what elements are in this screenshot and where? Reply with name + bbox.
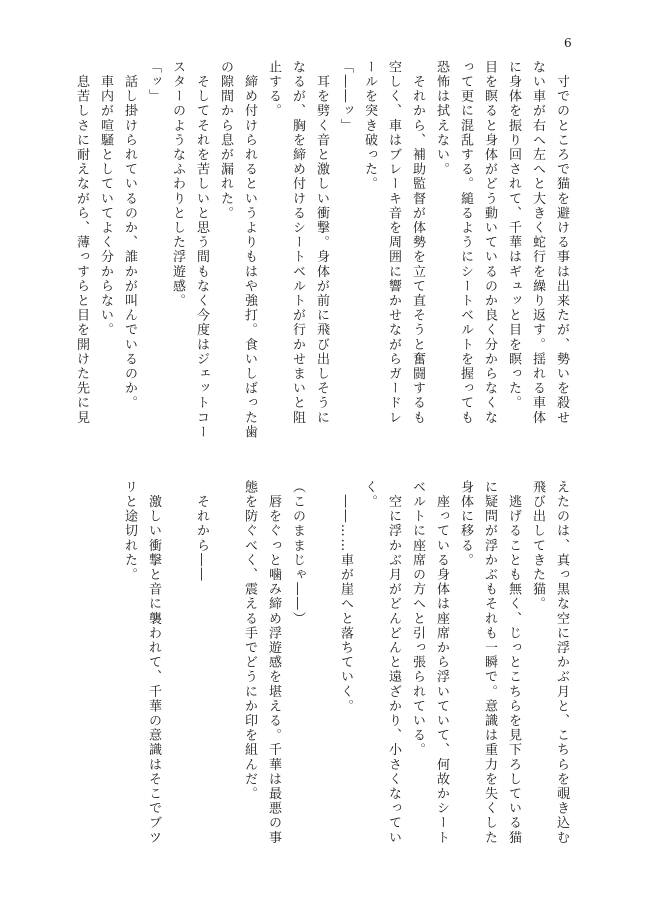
text-line: ――……車が崖へと落ちていく。 [338,480,353,714]
text-line: ベルトに座席の方へと引っ張られている。 [410,480,425,758]
text-line: 寸でのところで猫を避ける事は出来たが、勢いを殺せ [554,60,569,425]
text-line: 目を瞑ると身体がどう動いているのか良く分からなくな [482,60,497,425]
text-line: スターのようなふわりとした浮遊感。 [170,60,185,309]
text-line: 座っている身体は座席から浮いていて、何故かシート [434,480,449,845]
text-line: （このままじゃ――） [290,480,305,626]
text-line: 唇をぐっと噛み締め浮遊感を堪える。千華は最悪の事 [266,480,281,845]
text-line: 車内が喧騒としていてよく分からない。 [98,60,113,338]
text-line: 「ッ」 [146,60,161,104]
text-line: 態を防ぐべく、震える手でどうにか印を組んだ。 [242,480,257,802]
upper-text-block [69,60,573,450]
text-line: なるが、胸を締め付けるシートベルトが行かせまいと阻 [290,60,305,425]
text-line [165,480,189,860]
text-line: リと途切れた。 [122,480,137,583]
text-line: って更に混乱する。縋るようにシートベルトを握っても [458,60,473,425]
text-line: 話し掛けられているのか、誰かが叫んでいるのか。 [122,60,137,411]
text-line [213,480,237,860]
text-line: 止する。 [266,60,281,119]
text-line: 逃げることも無く、じっとこちらを見下ろしている猫 [506,480,521,845]
page-number: 6 [564,36,572,50]
text-line: そしてそれを苦しいと思う間もなく今度はジェットコー [194,60,209,440]
text-line: 恐怖は拭えない。 [434,60,449,177]
text-line: 「――ッ」 [338,60,353,133]
text-line: それから、補助監督が体勢を立て直そうと奮闘するも [410,60,425,425]
text-line: 飛び出してきた猫。 [530,480,545,612]
text-line: それから―― [194,480,209,583]
text-line: 身体に移る。 [458,480,473,568]
text-line: ールを突き破った。 [362,60,377,192]
text-line: 空しく、車はブレーキ音を周囲に響かせながらガードレ [386,60,401,425]
text-line: 空に浮かぶ月がどんどんと遠ざかり、小さくなってい [386,480,401,845]
text-line: 息苦しさに耐えながら、薄っすらと目を開けた先に見 [74,60,89,425]
text-line: えたのは、真っ黒な空に浮かぶ月と、こちらを覗き込む [554,480,569,845]
text-line [309,480,333,860]
text-line: の隙間から息が漏れた。 [218,60,233,221]
text-line: 耳を劈く音と激しい衝撃。身体が前に飛び出しそうに [314,60,329,425]
lower-text-block [117,480,573,860]
text-line: 激しい衝撃と音に襲われて、千華の意識はそこでブツ [146,480,161,845]
text-line: に身体を振り回されて、千華はギュッと目を瞑った。 [506,60,521,411]
text-line: く。 [362,480,377,510]
text-line: 締め付けられるというよりもはや強打。食いしばった歯 [242,60,257,440]
text-line: に疑問が浮かぶもそれも一瞬で。意識は重力を失くした [482,480,497,845]
text-line: ない車が右へ左へと大きく蛇行を繰り返す。揺れる車体 [530,60,545,425]
